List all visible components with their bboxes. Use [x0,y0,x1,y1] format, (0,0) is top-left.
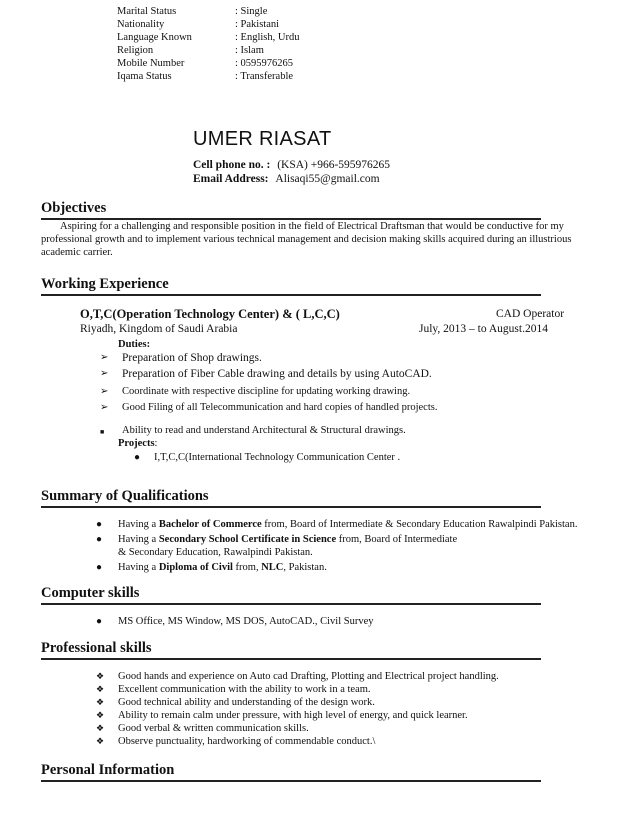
job-role: CAD Operator [496,308,565,320]
job-dates: July, 2013 – to August.2014 [419,323,548,335]
diamond-bullet-icon: ❖ [96,671,105,681]
arrow-bullet-icon: ➢ [100,402,109,413]
detail-row [117,70,299,83]
list-item [96,561,577,576]
bullet-dot-icon: ● [134,452,141,463]
list-item [96,735,499,748]
duties-label: Duties: [118,339,151,350]
projects-label: Projects [118,438,155,449]
diamond-bullet-icon: ❖ [96,697,105,707]
section-title-objectives: Objectives [41,200,541,220]
detail-label: Iqama Status [117,71,172,82]
list-item [96,615,374,628]
detail-value: : Islam [235,45,264,56]
detail-row [117,5,299,18]
list-item [100,368,437,385]
detail-row [117,57,299,70]
email-value: Alisaqi55@gmail.com [275,173,380,185]
diamond-bullet-icon: ❖ [96,710,105,720]
phone-label: Cell phone no. : [193,159,271,171]
company-name: O,T,C(Operation Technology Center) & ( L,C,C) [80,307,340,321]
bullet-dot-icon: ● [96,534,103,545]
skill-text: Good verbal & written communication skills. [118,723,309,734]
skill-text: Good technical ability and understanding of the design work. [118,697,375,708]
objectives-line: Aspiring for a challenging and responsible position in the field of Electrical Draftsman that would be conductive for my [60,221,564,232]
section-title-qualifications: Summary of Qualifications [41,488,541,508]
detail-row [117,31,299,44]
duty-text: Preparation of Shop drawings. [122,352,262,364]
projects-label-line [118,437,157,450]
objectives-text [41,220,571,259]
detail-label: Religion [117,45,154,56]
arrow-bullet-icon: ➢ [100,368,109,379]
square-bullet-icon: ■ [100,428,105,436]
detail-label: Nationality [117,19,165,30]
detail-value: : 0595976265 [235,58,294,69]
job-location: Riyadh, Kingdom of Saudi Arabia [80,323,238,335]
detail-row [117,44,299,57]
qualification-text: Having a Diploma of Civil from, NLC, Pakistan. [118,562,327,573]
section-title-computer-skills: Computer skills [41,585,541,605]
list-item [96,709,499,722]
section-title-professional-skills: Professional skills [41,640,541,660]
list-item [134,451,400,464]
qualification-continuation: & Secondary Education, Rawalpindi Pakistan. [118,547,313,558]
skill-text: Good hands and experience on Auto cad Drafting, Plotting and Electrical project handling. [118,671,499,682]
detail-label: Language Known [117,32,192,43]
duty-text: Preparation of Fiber Cable drawing and details by using AutoCAD. [122,368,432,380]
skill-text: Observe punctuality, hardworking of commendable conduct.\ [118,736,376,747]
detail-row [117,18,299,31]
duty-text: Coordinate with respective discipline for updating working drawing. [122,386,411,397]
qualification-text: Having a Bachelor of Commerce from, Board of Intermediate & Secondary Education Rawalpindi Pakistan. [118,519,578,530]
qualifications-list [96,518,577,576]
detail-value: : English, Urdu [235,32,300,43]
list-item [96,683,499,696]
list-item [96,518,577,533]
bullet-dot-icon: ● [96,616,103,627]
qualification-text: Having a Secondary School Certificate in Science from, Board of Intermediate [118,534,458,545]
email-line [193,173,380,185]
section-title-personal-information: Personal Information [41,762,541,782]
detail-value: : Single [235,6,268,17]
diamond-bullet-icon: ❖ [96,723,105,733]
list-item [100,401,437,417]
duties-list [100,352,437,417]
email-label: Email Address: [193,173,269,185]
list-item [100,385,437,401]
detail-label: Mobile Number [117,58,185,69]
project-text: I,T,C,C(International Technology Communication Center . [154,452,401,463]
skill-text: Ability to remain calm under pressure, with high level of energy, and quick learner. [118,710,468,721]
skill-text: Excellent communication with the ability to work in a team. [118,684,371,695]
list-item [96,533,577,546]
list-item [96,696,499,709]
diamond-bullet-icon: ❖ [96,736,105,746]
list-item [96,670,499,683]
candidate-name: UMER RIASAT [193,128,332,150]
arrow-bullet-icon: ➢ [100,386,109,397]
personal-details-top [117,5,299,83]
list-item [100,352,437,368]
ability-text: Ability to read and understand Architectural & Structural drawings. [122,425,406,436]
objectives-line: professional growth and to implement various technical management and decision making skills acquired during an illustrious [41,234,572,245]
professional-skills-list [96,670,499,748]
detail-label: Marital Status [117,6,177,17]
objectives-line: academic carrier. [41,247,113,258]
list-item [96,722,499,735]
computer-skill-text: MS Office, MS Window, MS DOS, AutoCAD., Civil Survey [118,616,374,627]
detail-value: : Transferable [235,71,294,82]
phone-value: (KSA) +966-595976265 [277,159,391,171]
projects-colon: : [154,438,158,449]
phone-line [193,159,390,171]
section-title-working-experience: Working Experience [41,276,541,296]
bullet-dot-icon: ● [96,562,103,573]
duty-text: Good Filing of all Telecommunication and hard copies of handled projects. [122,402,438,413]
bullet-dot-icon: ● [96,519,103,530]
arrow-bullet-icon: ➢ [100,352,109,363]
detail-value: : Pakistani [235,19,280,30]
diamond-bullet-icon: ❖ [96,684,105,694]
